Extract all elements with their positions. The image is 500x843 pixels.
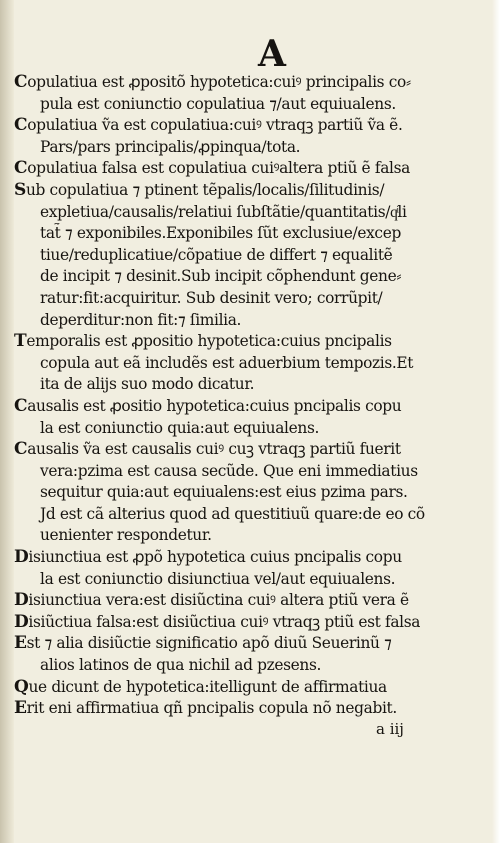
initial-letter: C (14, 439, 28, 460)
paragraph-line (14, 223, 480, 245)
paragraph-line (14, 461, 480, 483)
paragraph (14, 612, 480, 634)
line-text: isiunctiua est ꝓpõ hypotetica cuius pncipalis copu (28, 548, 402, 567)
line-text: deperditur:non fit:⁊ ſimilia. (40, 310, 242, 329)
paragraph-line (14, 418, 480, 440)
initial-letter: S (14, 179, 26, 200)
initial-letter: Q (14, 676, 29, 697)
line-text: isiũctiua falsa:est disiũctiua cuiꝰ vtraqꝫ ptiũ est falsa (28, 612, 421, 631)
line-text: Pars/pars principalis/ꝓpinqua/tota. (40, 137, 301, 156)
signature-footer: a iij (376, 720, 404, 738)
paragraph-first-line (14, 158, 480, 180)
line-text: la est coniunctio disiunctiua vel/aut equiualens. (40, 569, 396, 588)
line-text: alios latinos de qua nichil ad pzesens. (40, 656, 322, 675)
paragraph-line (14, 504, 480, 526)
line-text: expletiua/causalis/relatiui ſubſtãtie/quantitatis/qͥli (40, 202, 407, 221)
page-edge (492, 0, 500, 843)
line-text: ue dicunt de hypotetica:itelligunt de affirmatiua (28, 677, 387, 696)
line-text: Jd est cã alterius quod ad questitiuũ quare:de eo cõ (40, 504, 425, 523)
paragraph-line (14, 288, 480, 310)
paragraph-first-line (14, 633, 480, 655)
paragraph-line (14, 374, 480, 396)
paragraph (14, 180, 480, 331)
line-text: st ⁊ alia disiũctie significatio apõ diuũ Seuerinũ ⁊ (26, 634, 392, 653)
line-text: ita de alijs suo modo dicatur. (40, 375, 255, 394)
initial-letter: D (14, 611, 29, 632)
paragraph (14, 547, 480, 590)
initial-letter: E (14, 633, 27, 654)
line-text: pula est coniunctio copulatiua ⁊/aut equiualens. (40, 94, 396, 113)
line-text: ausalis est ꝓositio hypotetica:cuius pncipalis copu (27, 396, 402, 415)
paragraph-first-line (14, 331, 480, 353)
paragraph (14, 158, 480, 180)
initial-letter: D (14, 547, 29, 568)
paragraph (14, 396, 480, 439)
initial-letter: C (14, 72, 28, 92)
paragraph-first-line (14, 698, 480, 720)
paragraph (14, 72, 480, 115)
line-text: copula aut eã includẽs est aduerbium tempozis.Et (40, 353, 414, 372)
paragraph-line (14, 353, 480, 375)
line-text: rit eni affirmatiua qñ pncipalis copula nõ negabit. (26, 699, 397, 718)
line-text: isiunctiua vera:est disiũctina cuiꝰ altera ptiũ vera ẽ (28, 591, 409, 610)
paragraph-line (14, 310, 480, 332)
paragraph-first-line (14, 677, 480, 699)
initial-letter: C (14, 115, 28, 136)
paragraph-first-line (14, 439, 480, 461)
paragraph-first-line (14, 612, 480, 634)
main-text (14, 72, 480, 720)
paragraph-first-line (14, 590, 480, 612)
paragraph-line (14, 569, 480, 591)
paragraph-line (14, 94, 480, 116)
line-text: opulatiua ṽa est copulatiua:cuiꝰ vtraqꝫ partiũ ṽa ẽ. (27, 116, 403, 135)
paragraph-line (14, 137, 480, 159)
line-text: opulatiua falsa est copulatiua cuiꝰaltera ptiũ ẽ falsa (27, 159, 410, 178)
paragraph (14, 115, 480, 158)
paragraph (14, 590, 480, 612)
gutter-shadow (0, 0, 14, 843)
line-text: de incipit ⁊ desinit.Sub incipit cõphendunt gene⸗ (40, 267, 402, 286)
paragraph (14, 633, 480, 676)
initial-letter: E (14, 698, 27, 719)
line-text: ausalis ṽa est causalis cuiꝰ cuꝫ vtraqꝫ partiũ fuerit (27, 440, 401, 459)
line-text: tat̃ ⁊ exponibiles.Exponibiles ſũt exclusiue/excep (40, 224, 401, 243)
line-text: uenienter respondetur. (40, 526, 212, 545)
paragraph-first-line (14, 115, 480, 137)
paragraph (14, 439, 480, 547)
paragraph-first-line (14, 180, 480, 202)
line-text: tiue/reduplicatiue/cõpatiue de differt ⁊ equalitẽ (40, 245, 393, 264)
line-text: vera:pzima est causa secũde. Que eni immediatius (40, 461, 418, 480)
line-text: emporalis est ꝓpositio hypotetica:cuius pncipalis (26, 332, 392, 351)
paragraph-line (14, 202, 480, 224)
line-text: sequitur quia:aut equiualens:est eius pzima pars. (40, 483, 408, 502)
initial-letter: D (14, 590, 29, 611)
paragraph-line (14, 245, 480, 267)
paragraph-line (14, 482, 480, 504)
paragraph-first-line (14, 72, 480, 94)
paragraph (14, 698, 480, 720)
paragraph-line (14, 525, 480, 547)
paragraph (14, 331, 480, 396)
paragraph-first-line (14, 396, 480, 418)
paragraph-line (14, 655, 480, 677)
initial-letter: T (14, 331, 27, 352)
line-text: la est coniunctio quia:aut equiualens. (40, 418, 320, 437)
paragraph (14, 677, 480, 699)
paragraph-line (14, 266, 480, 288)
line-text: ratur:fit:acquiritur. Sub desinit vero; corrũpit/ (40, 288, 383, 307)
line-text: opulatiua est ꝓpositõ hypotetica:cuiꝰ principalis co⸗ (27, 73, 411, 91)
initial-letter: C (14, 158, 28, 179)
line-text: ub copulatiua ⁊ ptinent tẽpalis/localis/ſilitudinis/ (25, 180, 385, 199)
signature-letter: A (258, 33, 286, 75)
paragraph-first-line (14, 547, 480, 569)
initial-letter: C (14, 395, 28, 416)
